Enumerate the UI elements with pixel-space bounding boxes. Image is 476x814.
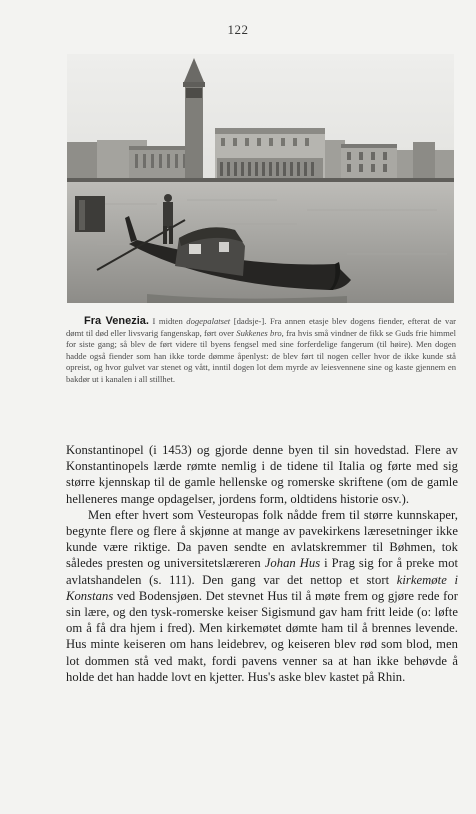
venice-gondola-illustration	[67, 54, 454, 303]
caption-term: dogepalatset	[186, 316, 231, 326]
paragraph-text: Men efter hvert som Vesteuropas folk nådde frem til større kunnskaper, begynte flere og flere å skjønne at mange av pavekirkens læresetninger ikke kunde være riktige. Da paven sendte en avlatskremmer til Bøhmen, tok således presten og universitetslæreren	[66, 507, 458, 571]
emphasized-term: kirkemøte i Konstans	[66, 572, 458, 603]
paragraph-text: ved Bodensjøen. Det stevnet Hus til å møte frem og gjøre rede for sin lære, og den tysk-romerske keiser Sigismund gav ham fritt leide (o: løfte om å få dra hjem i fred). Men kirkemøtet dømte ham til å brennes levende. Hus minte keiseren om hans leidebrev, og keiseren blev rød som blod, men lot dommen stå ved makt, fordi pavens venner sa at han ikke behøvde å holde det han hadde lovt en kjetter. Hus's aske blev kastet på Rhin.	[66, 588, 458, 684]
caption-text: I midten	[148, 316, 187, 326]
venice-photograph	[67, 54, 454, 303]
page-number: 122	[227, 22, 249, 37]
caption-text: [dadsje-]. Fra annen etasje blev dogens fiender, efterat de var dømt til død eller livsvarig fangenskap, ført over	[66, 316, 456, 338]
caption-term: Sukkenes bro	[236, 327, 282, 338]
caption-text: , fra hvis små vindner de fikk se Guds frie himmel for siste gang; så blev de ført videre til byens fengsel med sine forferdelige fangerum (til høire). Men dogen hadde også fiender som han ikke torde dømme åpenlyst: de blev ført til nogen celler hvor de ikke kunde stå opreist, og hvor gulvet var stenet og vått, inntil dogen lot dem myrde av leiesvennene sine og kaste gjennem en bakdør ut i kanalen i all stillhet.	[66, 327, 456, 384]
main-text	[66, 442, 458, 685]
person-name: Johan Hus	[264, 556, 321, 571]
caption-title: Fra Venezia.	[84, 315, 149, 327]
paragraph	[66, 507, 458, 685]
paragraph-text: i Prag sig for å preke mot avlatshandelen (s. 111). Den gang var det nettop et stort	[66, 556, 458, 587]
paragraph: Konstantinopel (i 1453) og gjorde denne byen til sin hovedstad. Flere av Konstantinopels lærde rømte nemlig i de tidene til Italia og førte med sig større kjennskap til de gamle hellenske og romerske skriftene (om de gamle helleneres mange opdagelser, jordens form, oldtidens historie osv.).	[66, 443, 458, 506]
photo-caption	[66, 316, 456, 386]
